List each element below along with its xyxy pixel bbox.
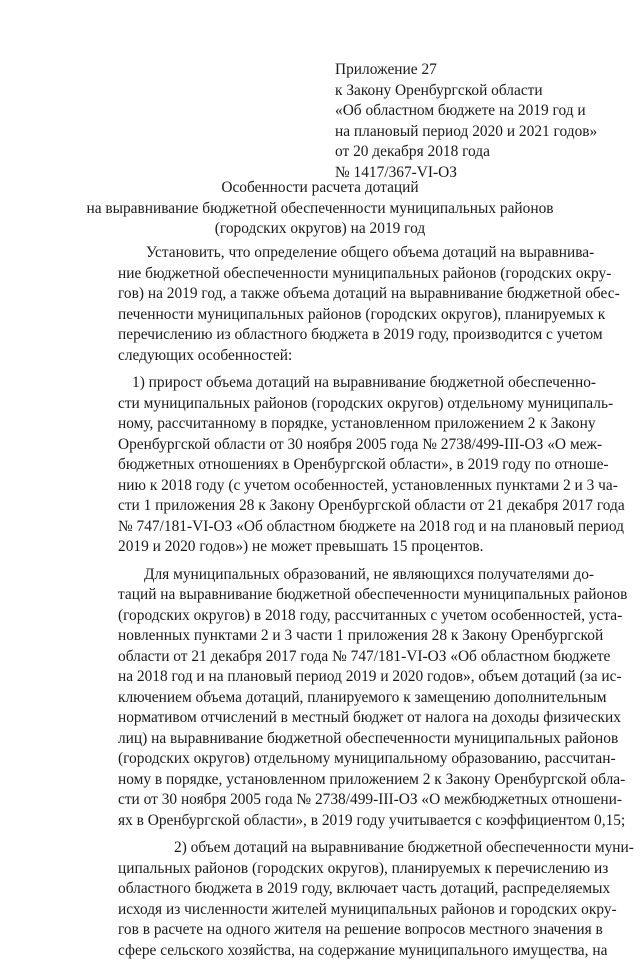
text-line: сти 1 приложения 28 к Закону Оренбургской области от 21 декабря 2017 года xyxy=(118,496,588,517)
text-line: сфере сельского хозяйства, на содержание муниципального имущества, на xyxy=(118,941,588,961)
text-line: ципальных районов (городских округов), планируемых к перечислению из xyxy=(118,859,588,880)
paragraph-item-2 xyxy=(118,838,588,961)
text-line: ключением объема дотаций, планируемого к замещению дополнительным xyxy=(118,688,588,709)
text-line: исходя из численности жителей муниципальных районов и городских окру- xyxy=(118,900,588,921)
title-line: (городских округов) на 2019 год xyxy=(0,219,640,240)
text-line: 2019 и 2020 годов») не может превышать 15 процентов. xyxy=(118,537,588,558)
paragraph-intro xyxy=(118,243,588,366)
text-line: перечислению из областного бюджета в 2019 году, производится с учетом xyxy=(118,325,588,346)
appendix-number: Приложение 27 xyxy=(335,60,635,81)
title-line: на выравнивание бюджетной обеспеченности муниципальных районов xyxy=(0,199,640,220)
text-line: следующих особенностей: xyxy=(118,346,588,367)
text-line: нормативом отчислений в местный бюджет от налога на доходы физических xyxy=(118,708,588,729)
text-line: Для муниципальных образований, не являющихся получателями до- xyxy=(118,565,588,586)
text-line: сти муниципальных районов (городских округов) отдельному муниципаль- xyxy=(118,394,588,415)
appendix-law-title-1: «Об областном бюджете на 2019 год и xyxy=(335,101,635,122)
text-line: лиц) на выравнивание бюджетной обеспеченности муниципальных районов xyxy=(118,729,588,750)
paragraph-municipal xyxy=(118,565,588,832)
text-line: № 747/181-VI-ОЗ «Об областном бюджете на 2018 год и на плановый период xyxy=(118,517,588,538)
text-line: нию к 2018 году (с учетом особенностей, установленных пунктами 2 и 3 ча- xyxy=(118,476,588,497)
paragraph-item-1 xyxy=(118,373,588,558)
text-line: на 2018 год и на плановый период 2019 и 2020 годов», объем дотаций (за ис- xyxy=(118,667,588,688)
text-line: печенности муниципальных районов (городских округов), планируемых к xyxy=(118,305,588,326)
title-line: Особенности расчета дотаций xyxy=(0,178,640,199)
text-line: новленных пунктами 2 и 3 части 1 приложения 28 к Закону Оренбургской xyxy=(118,626,588,647)
text-line: Установить, что определение общего объема дотаций на выравнива- xyxy=(118,243,588,264)
text-line: Оренбургской области от 30 ноября 2005 года № 2738/499-III-ОЗ «О меж- xyxy=(118,435,588,456)
document-title xyxy=(0,178,640,240)
document-body xyxy=(118,243,588,961)
text-line: гов в расчете на одного жителя на решение вопросов местного значения в xyxy=(118,920,588,941)
text-line: 1) прирост объема дотаций на выравнивание бюджетной обеспеченно- xyxy=(118,373,588,394)
appendix-date: от 20 декабря 2018 года xyxy=(335,142,635,163)
text-line: (городских округов) в 2018 году, рассчитанных с учетом особенностей, уста- xyxy=(118,606,588,627)
text-line: ние бюджетной обеспеченности муниципальных районов (городских окру- xyxy=(118,264,588,285)
appendix-law-title-2: на плановый период 2020 и 2021 годов» xyxy=(335,122,635,143)
text-line: ному в порядке, установленном приложением 2 к Закону Оренбургской обла- xyxy=(118,770,588,791)
appendix-law-number: № 1417/367-VI-ОЗ xyxy=(335,163,635,184)
text-line: областного бюджета в 2019 году, включает часть дотаций, распределяемых xyxy=(118,879,588,900)
text-line: гов) на 2019 год, а также объема дотаций на выравнивание бюджетной обес- xyxy=(118,284,588,305)
text-line: области от 21 декабря 2017 года № 747/181-VI-ОЗ «Об областном бюджете xyxy=(118,647,588,668)
text-line: (городских округов) отдельному муниципальному образованию, рассчитан- xyxy=(118,749,588,770)
text-line: сти от 30 ноября 2005 года № 2738/499-III-ОЗ «О межбюджетных отношени- xyxy=(118,790,588,811)
appendix-header xyxy=(335,60,635,183)
appendix-law-ref: к Закону Оренбургской области xyxy=(335,81,635,102)
text-line: таций на выравнивание бюджетной обеспеченности муниципальных районов xyxy=(118,585,588,606)
text-line: 2) объем дотаций на выравнивание бюджетной обеспеченности муни- xyxy=(118,838,588,859)
text-line: ях в Оренбургской области», в 2019 году учитывается с коэффициентом 0,15; xyxy=(118,811,588,832)
text-line: бюджетных отношениях в Оренбургской области», в 2019 году по отноше- xyxy=(118,455,588,476)
text-line: ному, рассчитанному в порядке, установленном приложением 2 к Закону xyxy=(118,414,588,435)
